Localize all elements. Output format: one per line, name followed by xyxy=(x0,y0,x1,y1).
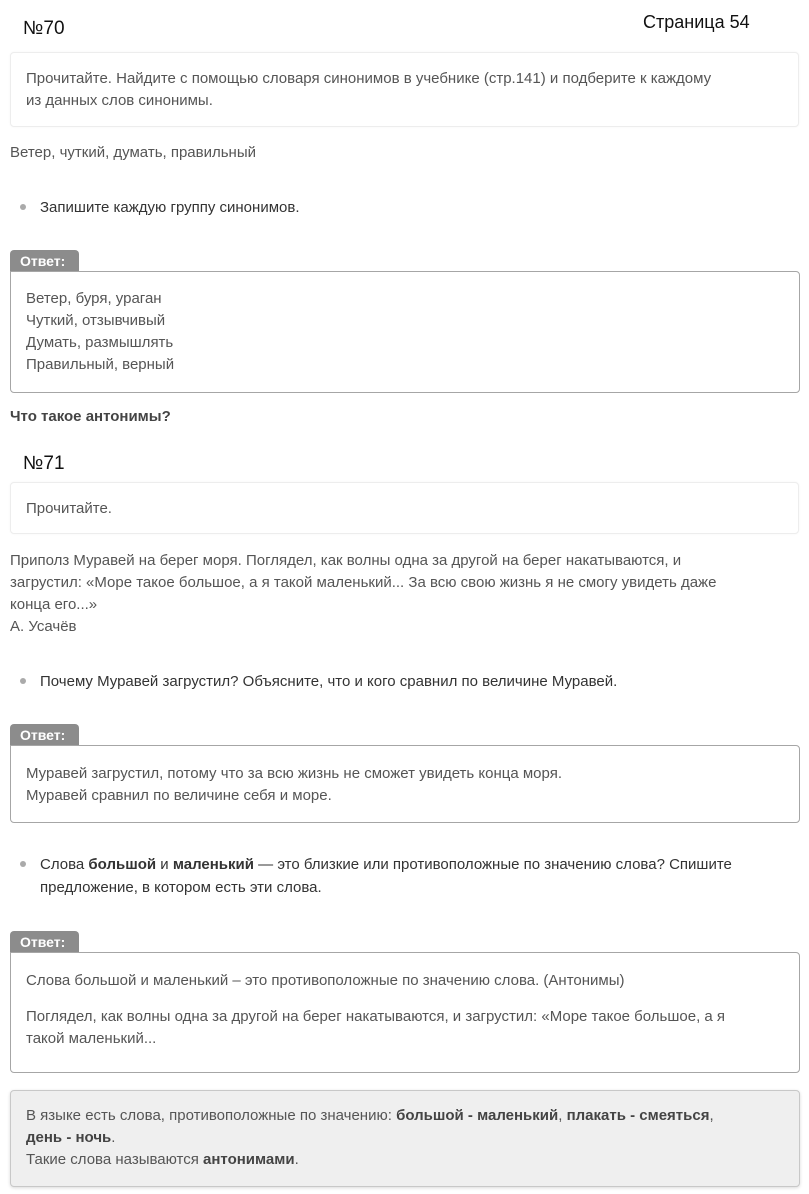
bullet-dot-icon xyxy=(20,204,26,210)
word-small: маленький xyxy=(172,856,254,873)
antonyms-note-box xyxy=(10,1090,800,1187)
note-text: , xyxy=(558,1107,567,1124)
task70-instruction-line1: Прочитайте. Найдите с помощью словаря синонимов в учебнике (стр.141) и подберите к каждому xyxy=(26,70,712,87)
note-text: . xyxy=(111,1129,116,1146)
note-term: антонимами xyxy=(203,1151,295,1168)
answer-line: Муравей сравнил по величине себя и море. xyxy=(26,787,332,804)
answer-line: Поглядел, как волны одна за другой на берег накатываются, и загрустил: «Море такое большое, а я xyxy=(26,1008,726,1025)
bullet2-part: Слова xyxy=(40,856,89,873)
task71-number: №71 xyxy=(23,453,65,474)
task70-words: Ветер, чуткий, думать, правильный xyxy=(10,144,257,161)
note-pair: большой - маленький xyxy=(396,1107,559,1124)
task71-answer1-box xyxy=(10,745,800,823)
word-big: большой xyxy=(88,856,157,873)
answer-line: Слова большой и маленький – это противоположные по значению слова. (Антонимы) xyxy=(26,972,625,989)
task71-text-line: Приполз Муравей на берег моря. Поглядел, как волны одна за другой на берег накатываются, и xyxy=(10,552,682,569)
task71-text-line: конца его...» xyxy=(10,596,98,613)
bullet-dot-icon xyxy=(20,678,26,684)
note-text: . xyxy=(294,1151,299,1168)
task71-bullet1-text: Почему Муравей загрустил? Объясните, что и кого сравнил по величине Муравей. xyxy=(40,673,618,690)
note-text: Такие слова называются xyxy=(26,1151,204,1168)
antonyms-heading: Что такое антонимы? xyxy=(10,408,171,425)
note-text: , xyxy=(709,1107,714,1124)
note-pair: плакать - смеяться xyxy=(566,1107,710,1124)
task71-text xyxy=(10,550,790,638)
task70-bullet xyxy=(20,196,795,219)
answer-line: такой маленький... xyxy=(26,1030,157,1047)
task71-answer1-label: Ответ: xyxy=(10,724,79,746)
note-text: В языке есть слова, противоположные по значению: xyxy=(26,1107,397,1124)
task70-answer-box xyxy=(10,271,800,393)
bullet2-part: и xyxy=(156,856,173,873)
task70-instruction-line2: из данных слов синонимы. xyxy=(26,92,213,109)
task71-answer2-box xyxy=(10,952,800,1073)
answer-line: Думать, размышлять xyxy=(26,334,174,351)
answer-line: Правильный, верный xyxy=(26,356,175,373)
task70-number: №70 xyxy=(23,18,65,39)
task70-answer-label: Ответ: xyxy=(10,250,79,272)
task71-instruction: Прочитайте. xyxy=(26,500,112,517)
page-label: Страница 54 xyxy=(643,12,750,32)
bullet2-line2: предложение, в котором есть эти слова. xyxy=(40,879,322,896)
task70-instruction-box xyxy=(10,52,799,127)
task71-text-line: загрустил: «Море такое большое, а я такой маленький... За всю свою жизнь я не смогу увидеть даже xyxy=(10,574,717,591)
task71-bullet2 xyxy=(20,853,795,899)
task71-answer2-label: Ответ: xyxy=(10,931,79,953)
task71-bullet1 xyxy=(20,670,795,693)
answer-line: Муравей загрустил, потому что за всю жизнь не сможет увидеть конца моря. xyxy=(26,765,562,782)
task71-author: А. Усачёв xyxy=(10,618,77,635)
task71-instruction-box xyxy=(10,482,799,534)
task71-bullet2-text xyxy=(40,853,795,899)
note-pair: день - ночь xyxy=(26,1129,112,1146)
task70-bullet-text: Запишите каждую группу синонимов. xyxy=(40,199,300,216)
bullet-dot-icon xyxy=(20,861,26,867)
answer-line: Чуткий, отзывчивый xyxy=(26,312,166,329)
answer-line: Ветер, буря, ураган xyxy=(26,290,162,307)
bullet2-part: — это близкие или противоположные по значению слова? Спишите xyxy=(253,856,732,873)
